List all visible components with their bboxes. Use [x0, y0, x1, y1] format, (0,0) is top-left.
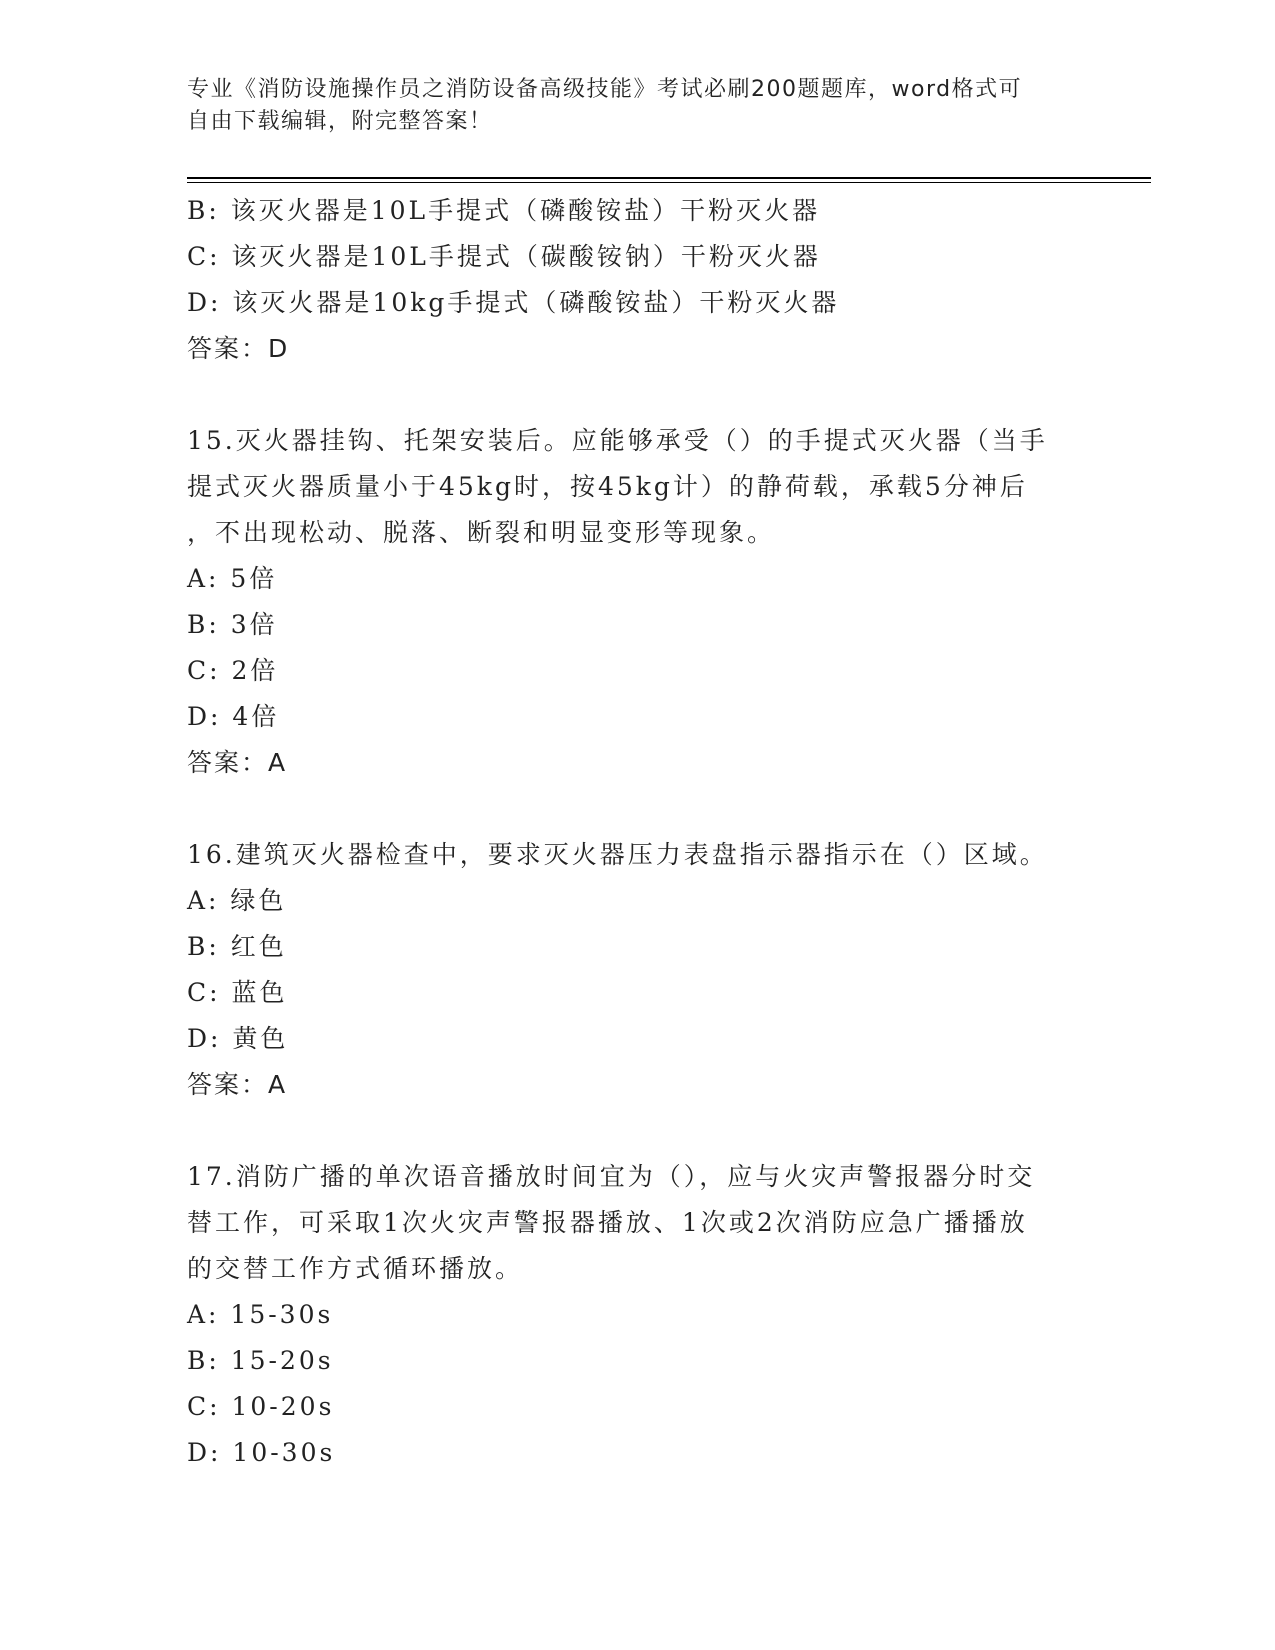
question-content: [187, 188, 1087, 1476]
question-stem-line: 16.建筑灭火器检查中，要求灭火器压力表盘指示器指示在（）区域。: [187, 840, 1048, 869]
question-17: [187, 1154, 1087, 1476]
option-b: B: 3倍: [187, 610, 278, 639]
question-stem-line: 15.灭火器挂钩、托架安装后。应能够承受（）的手提式灭火器（当手: [187, 426, 1048, 455]
spacer: [187, 1108, 1087, 1154]
document-header: [187, 74, 1067, 138]
option-c: C: 蓝色: [187, 978, 288, 1007]
option-c: C: 该灭火器是10L手提式（碳酸铵钠）干粉灭火器: [187, 242, 821, 271]
spacer: [187, 372, 1087, 418]
question-stem-line: 替工作，可采取1次火灾声警报器播放、1次或2次消防应急广播播放: [187, 1208, 1028, 1237]
question-stem-line: 提式灭火器质量小于45kg时，按45kg计）的静荷载，承载5分神后: [187, 472, 1028, 501]
answer: 答案：A: [187, 748, 288, 777]
option-c: C: 2倍: [187, 656, 279, 685]
option-b: B: 红色: [187, 932, 287, 961]
header-rule-thin: [187, 182, 1151, 183]
header-rule-thick: [187, 177, 1151, 179]
option-a: A: 绿色: [187, 886, 287, 915]
question-14: [187, 188, 1087, 372]
option-b: B: 该灭火器是10L手提式（磷酸铵盐）干粉灭火器: [187, 196, 821, 225]
question-stem-line: ，不出现松动、脱落、断裂和明显变形等现象。: [187, 518, 776, 547]
question-stem-line: 的交替工作方式循环播放。: [187, 1254, 524, 1283]
answer: 答案：D: [187, 334, 290, 363]
header-line-1: 专业《消防设施操作员之消防设备高级技能》考试必刷200题题库，word格式可: [187, 77, 1023, 102]
option-a: A: 5倍: [187, 564, 278, 593]
answer: 答案：A: [187, 1070, 288, 1099]
option-b: B: 15-20s: [187, 1346, 334, 1375]
option-d: D: 黄色: [187, 1024, 289, 1053]
question-16: [187, 832, 1087, 1108]
question-stem-line: 17.消防广播的单次语音播放时间宜为（），应与火灾声警报器分时交: [187, 1162, 1036, 1191]
option-c: C: 10-20s: [187, 1392, 335, 1421]
spacer: [187, 786, 1087, 832]
option-d: D: 该灭火器是10kg手提式（磷酸铵盐）干粉灭火器: [187, 288, 840, 317]
option-d: D: 4倍: [187, 702, 280, 731]
question-15: [187, 418, 1087, 786]
option-d: D: 10-30s: [187, 1438, 336, 1467]
header-line-2: 自由下载编辑，附完整答案！: [187, 109, 493, 134]
option-a: A: 15-30s: [187, 1300, 334, 1329]
